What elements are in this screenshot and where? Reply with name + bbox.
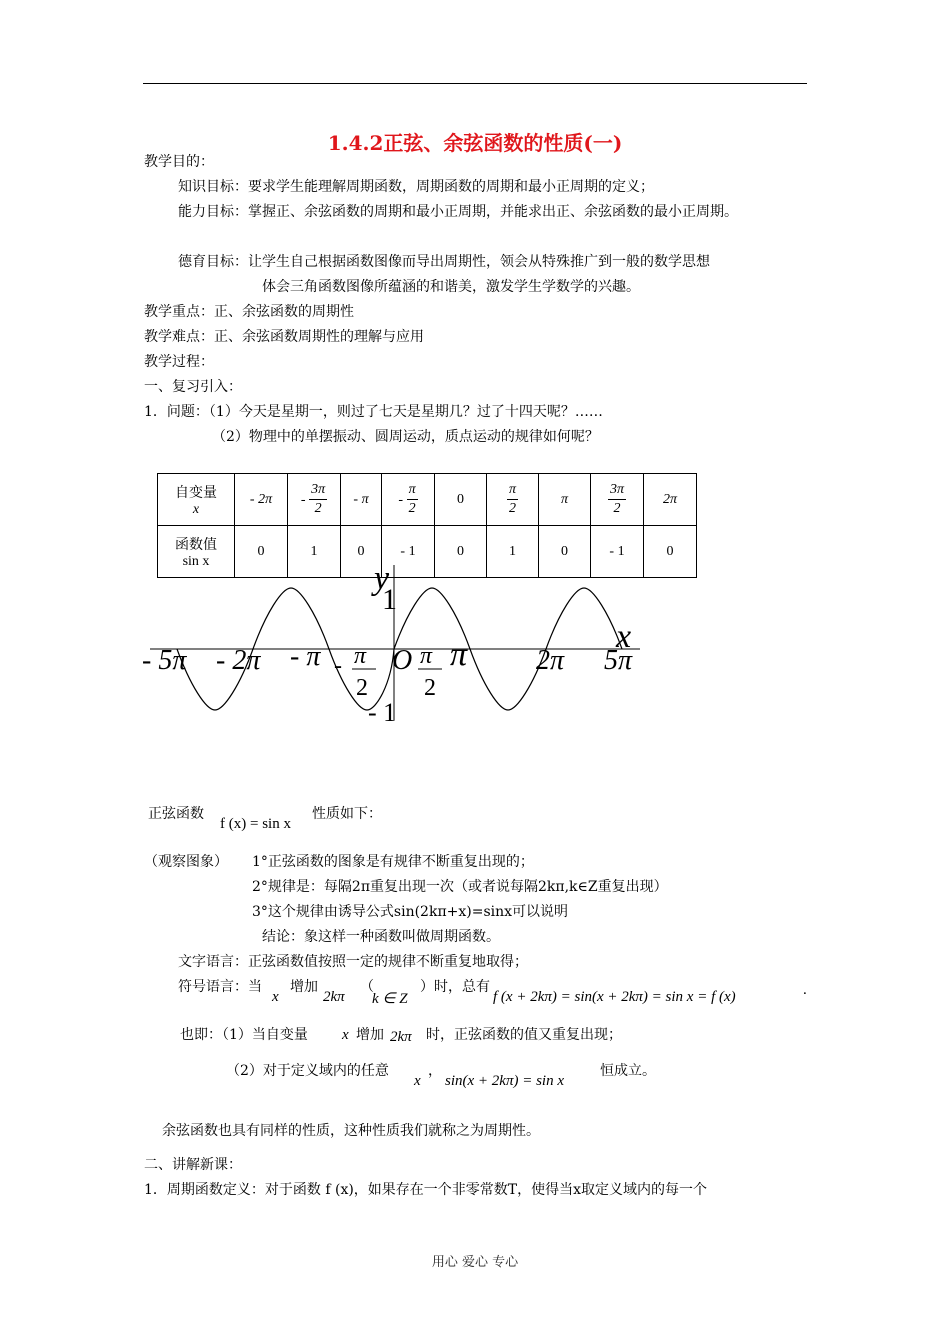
page-footer: 用心 爱心 专心: [431, 1255, 519, 1270]
tick-half-pi-den: 2: [424, 675, 436, 701]
sine-intro-formula: f (x) = sin x: [220, 816, 291, 832]
tick-2pi: 2π: [536, 645, 565, 676]
also-line1-increase: 增加: [356, 1027, 384, 1043]
also-line2-formula: sin(x + 2kπ) = sin x: [445, 1073, 564, 1089]
x-row: [158, 474, 697, 526]
sin-cell: 1: [487, 526, 539, 578]
tick-neg-2pi: - 2π: [216, 645, 261, 676]
sin-cell: - 1: [591, 526, 644, 578]
y-axis-label: y: [374, 565, 390, 597]
sine-intro-tail: 性质如下：: [312, 806, 382, 822]
sine-intro-text: 正弦函数: [148, 806, 204, 822]
property-2: 2°规律是：每隔2π重复出现一次（或者说每隔2kπ,k∈Z重复出现）: [252, 879, 668, 895]
question-1: 1．问题：（1）今天是星期一，则过了七天是星期几？过了十四天呢？……: [144, 404, 603, 420]
sin-cell: 0: [435, 526, 487, 578]
difficulty: 教学难点：正、余弦函数周期性的理解与应用: [144, 329, 424, 345]
conclusion: 结论：象这样一种函数叫做周期函数。: [262, 929, 500, 945]
sin-cell: 0: [644, 526, 697, 578]
symbol-x: x: [272, 989, 279, 1005]
also-line2-start: （2）对于定义域内的任意: [226, 1063, 389, 1079]
also-line1-x: x: [342, 1027, 349, 1043]
sin-row-header: 函数值 sin x: [158, 526, 235, 578]
origin-label: O: [392, 645, 413, 676]
header-rule: [143, 83, 807, 84]
x-cell: $\frac{\pi}{2}$: [487, 474, 539, 526]
sine-value-table: [157, 473, 697, 578]
x-cell: 0: [435, 474, 487, 526]
knowledge-objective: 知识目标：要求学生能理解周期函数，周期函数的周期和最小正周期的定义；: [178, 179, 654, 195]
y-tick-1: 1: [382, 583, 397, 616]
process-heading: 教学过程：: [144, 354, 214, 370]
sine-graph: [130, 565, 650, 725]
tick-neg-pi: - π: [290, 641, 321, 672]
new-lesson-heading: 二、讲解新课：: [144, 1157, 242, 1173]
symbol-k-in-z: k ∈ Z: [372, 991, 408, 1007]
x-cell: - π: [341, 474, 382, 526]
review-heading: 一、复习引入：: [144, 379, 242, 395]
symbol-2kpi: 2kπ: [323, 989, 345, 1005]
observe-label: （观察图象）: [144, 854, 228, 870]
periodic-function-definition: 1．周期函数定义：对于函数 f (x)，如果存在一个非零常数T，使得当x取定义域内的每一个: [144, 1182, 708, 1198]
symbol-formula: f (x + 2kπ) = sin(x + 2kπ) = sin x = f (x): [493, 989, 736, 1005]
sin-cell: 0: [539, 526, 591, 578]
word-language: 文字语言：正弦函数值按照一定的规律不断重复地取得；: [178, 954, 528, 970]
symbol-when: ）时，总有: [420, 979, 490, 995]
objectives-heading: 教学目的：: [144, 154, 214, 170]
also-line1-2kpi: 2kπ: [390, 1029, 412, 1045]
tick-pi: π: [450, 636, 468, 673]
symbol-period: .: [803, 982, 807, 998]
tick-half-pi-num: π: [420, 643, 433, 669]
tick-neg-half-pi-num: π: [354, 643, 367, 669]
tick-neg-5pi: - 5π: [142, 645, 187, 676]
sin-cell: - 1: [382, 526, 435, 578]
sin-cell: 1: [288, 526, 341, 578]
key-point: 教学重点：正、余弦函数的周期性: [144, 304, 354, 320]
tick-neg-half-pi-sign: -: [334, 653, 342, 679]
moral-objective-line1: 德育目标：让学生自己根据函数图像而导出周期性，领会从特殊推广到一般的数学思想: [178, 254, 710, 270]
cosine-note: 余弦函数也具有同样的性质，这种性质我们就称之为周期性。: [162, 1123, 540, 1139]
property-3: 3°这个规律由诱导公式sin(2kπ+x)=sinx可以说明: [252, 904, 569, 920]
x-cell: - $\frac{\pi}{2}$: [382, 474, 435, 526]
moral-objective-line2: 体会三角函数图像所蕴涵的和谐美，激发学生学数学的兴趣。: [262, 279, 640, 295]
also-line1-start: 也即：（1）当自变量: [180, 1027, 308, 1043]
symbol-language-label: 符号语言：当: [178, 979, 262, 995]
also-line2-x: x: [414, 1073, 421, 1089]
ability-objective: 能力目标：掌握正、余弦函数的周期和最小正周期，并能求出正、余弦函数的最小正周期。: [178, 204, 738, 220]
tick-neg-half-pi-den: 2: [356, 675, 368, 701]
sin-cell: 0: [341, 526, 382, 578]
page-title: 1.4.2正弦、余弦函数的性质(一): [327, 131, 623, 155]
symbol-paren: （: [360, 979, 374, 995]
x-cell: $\frac{3\pi}{2}$: [591, 474, 644, 526]
x-cell: - $\frac{3\pi}{2}$: [288, 474, 341, 526]
x-cell: 2π: [644, 474, 697, 526]
sin-cell: 0: [235, 526, 288, 578]
x-axis-label: x: [616, 618, 632, 655]
also-line2-comma: ，: [428, 1063, 442, 1079]
x-cell: - 2π: [235, 474, 288, 526]
x-row-header: 自变量 x: [158, 474, 235, 526]
x-cell: π: [539, 474, 591, 526]
tick-5pi: 5π: [604, 645, 633, 676]
also-line2-end: 恒成立。: [600, 1063, 656, 1079]
symbol-increase: 增加: [290, 979, 318, 995]
also-line1-end: 时，正弦函数的值又重复出现；: [426, 1027, 622, 1043]
question-2: （2）物理中的单摆振动、圆周运动，质点运动的规律如何呢？: [212, 429, 599, 445]
property-1: 1°正弦函数的图象是有规律不断重复出现的；: [252, 854, 534, 870]
y-tick-neg-1: - 1: [368, 698, 397, 725]
